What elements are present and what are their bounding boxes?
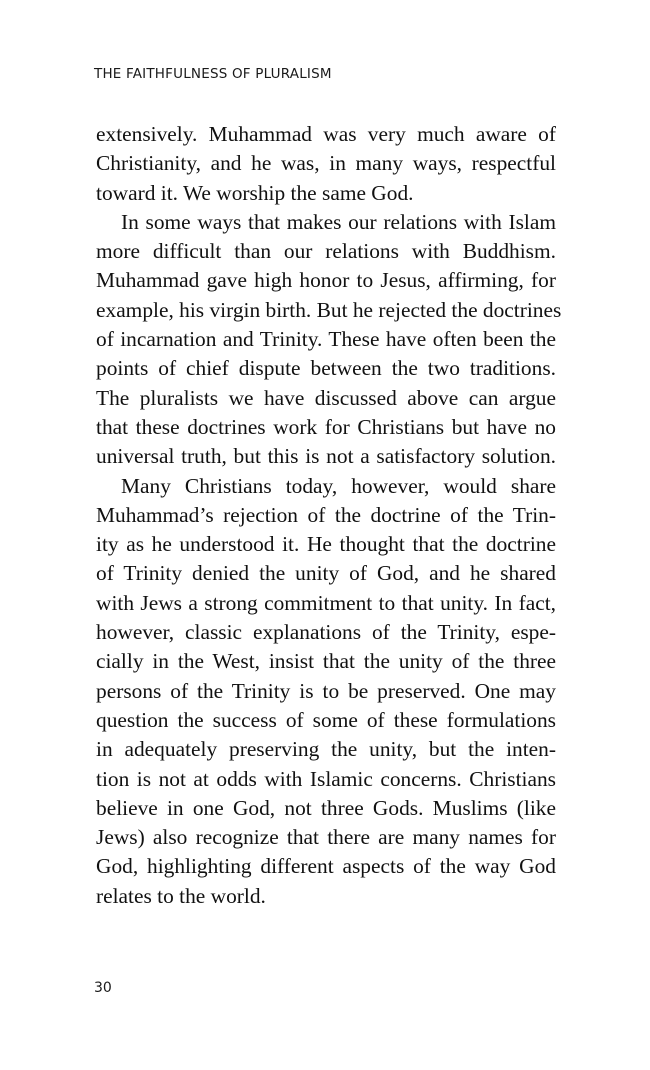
text-line: tion is not at odds with Islamic concerns. Christians	[96, 766, 556, 791]
text-line: in adequately preserving the unity, but the inten-	[96, 737, 556, 762]
text-line: Many Christians today, however, would share	[121, 473, 556, 498]
running-head: THE FAITHFULNESS OF PLURALISM	[94, 66, 332, 82]
text-line: that these doctrines work for Christians but have no	[96, 414, 556, 439]
text-line: ity as he understood it. He thought that the doctrine	[96, 532, 556, 557]
text-line: question the success of some of these formulations	[96, 707, 556, 732]
text-line: points of chief dispute between the two traditions.	[96, 356, 556, 381]
text-line: Muhammad’s rejection of the doctrine of the Trin-	[96, 502, 556, 527]
text-line: relates to the world.	[96, 883, 266, 908]
text-line: however, classic explanations of the Trinity, espe-	[96, 620, 556, 645]
text-line: In some ways that makes our relations with Islam	[121, 209, 556, 234]
paragraph	[96, 208, 562, 472]
text-line: extensively. Muhammad was very much aware of	[96, 122, 556, 146]
body-text	[96, 120, 562, 911]
text-line: cially in the West, insist that the unity of the three	[96, 649, 556, 674]
text-line: of incarnation and Trinity. These have often been the	[96, 327, 556, 352]
text-line: more difficult than our relations with Buddhism.	[96, 239, 556, 264]
text-line: example, his virgin birth. But he rejected the doctrines	[96, 297, 562, 322]
text-line: toward it. We worship the same God.	[96, 180, 414, 205]
text-line: Christianity, and he was, in many ways, respectful	[96, 151, 556, 176]
text-line: with Jews a strong commitment to that unity. In fact,	[96, 590, 556, 615]
text-line: The pluralists we have discussed above can argue	[96, 385, 556, 410]
paragraph	[96, 120, 556, 208]
text-line: Jews) also recognize that there are many names for	[96, 825, 556, 850]
text-line: believe in one God, not three Gods. Muslims (like	[96, 795, 556, 820]
text-line: of Trinity denied the unity of God, and he shared	[96, 561, 556, 586]
text-line: universal truth, but this is not a satisfactory solution.	[96, 444, 556, 469]
text-line: Muhammad gave high honor to Jesus, affirming, for	[96, 268, 556, 293]
page-number: 30	[94, 980, 112, 996]
text-line: persons of the Trinity is to be preserved. One may	[96, 678, 556, 703]
text-line: God, highlighting different aspects of the way God	[96, 854, 556, 879]
paragraph	[96, 472, 556, 911]
